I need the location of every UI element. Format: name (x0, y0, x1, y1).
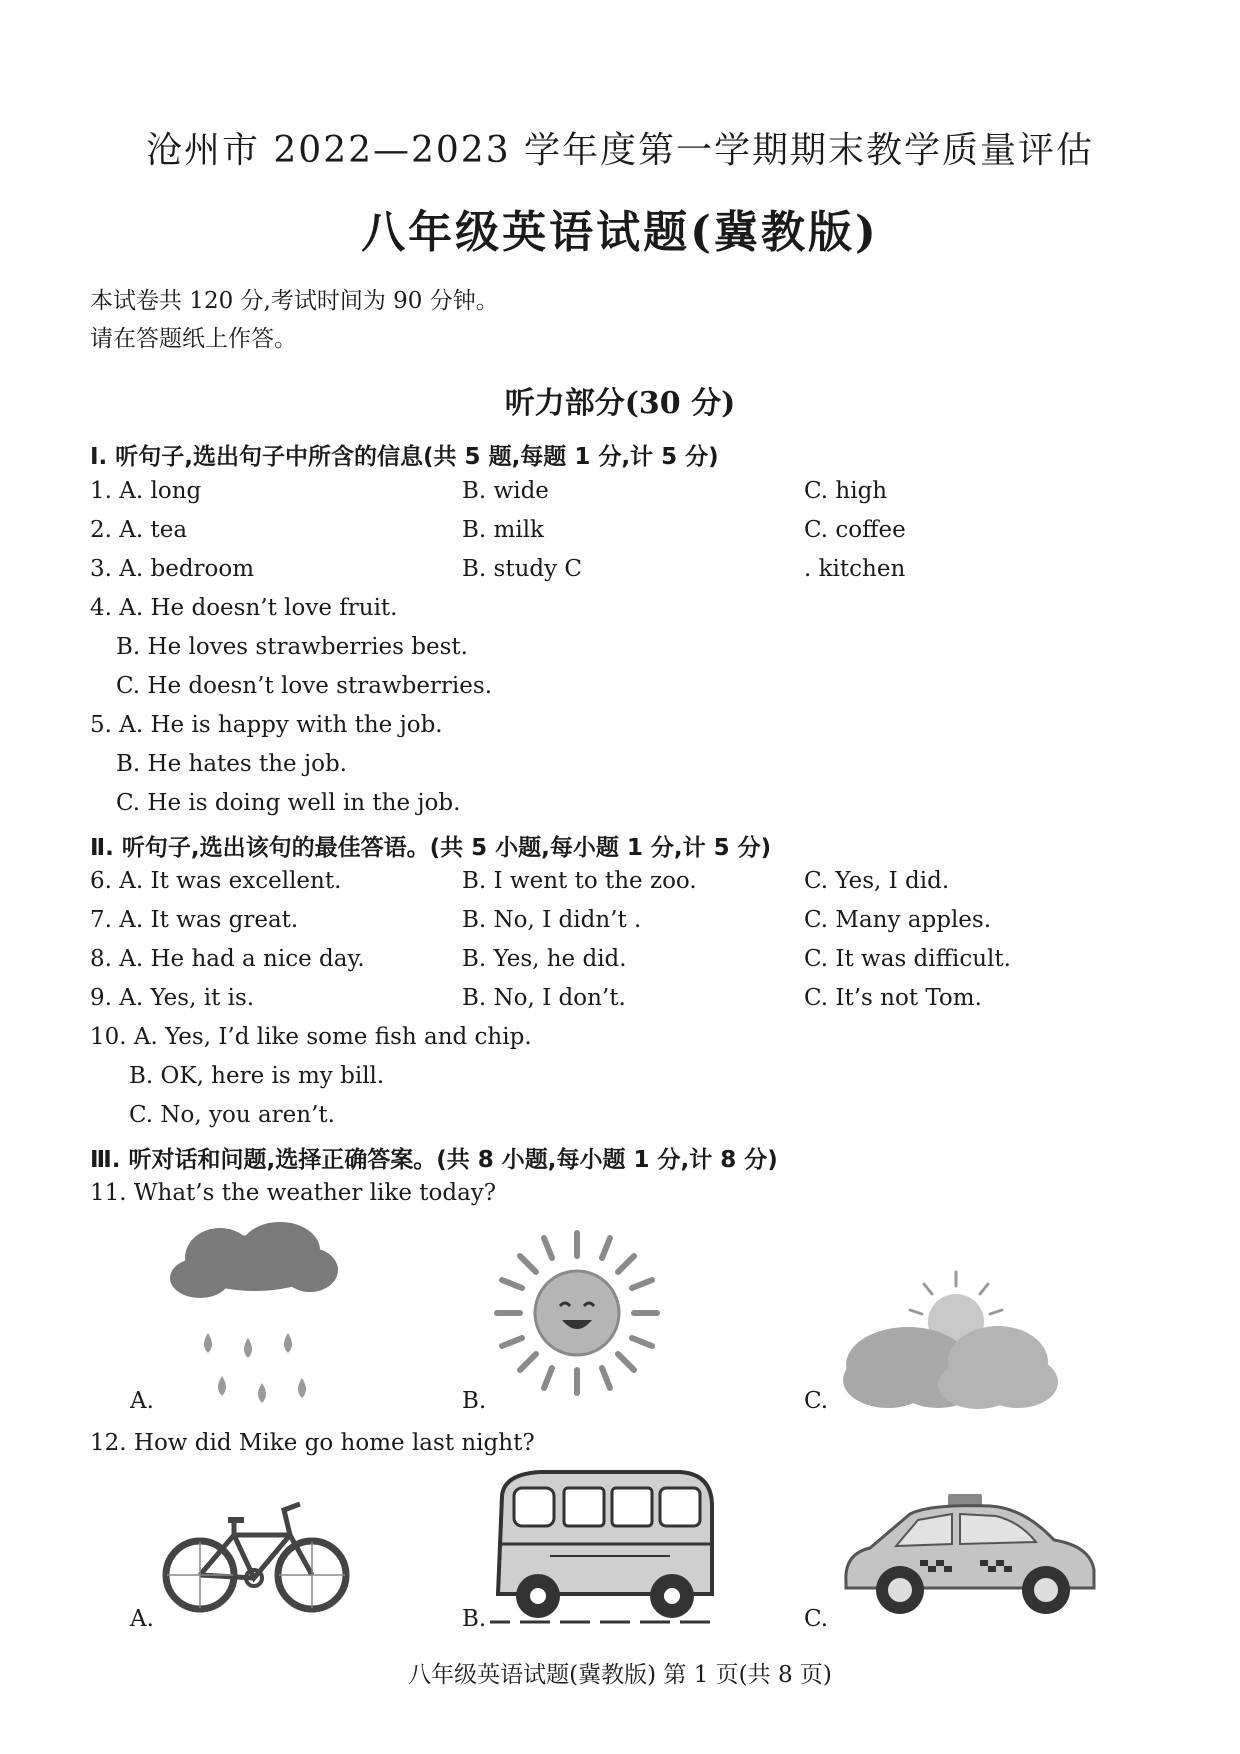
q4-option-a: 4. A. He doesn’t love fruit. (90, 595, 398, 621)
q8-option-b: B. Yes, he did. (462, 946, 627, 972)
exam-note-1: 本试卷共 120 分,考试时间为 90 分钟。 (90, 288, 499, 314)
q3-option-c: . kitchen (804, 556, 906, 582)
q12-label-c: C. (804, 1606, 829, 1632)
q11-label-c: C. (804, 1388, 829, 1414)
sun-image (492, 1228, 662, 1398)
q1-option-b: B. wide (462, 478, 549, 504)
exam-note-2: 请在答题纸上作答。 (90, 326, 297, 352)
q9-option-b: B. No, I don’t. (462, 985, 626, 1011)
q11-label-b: B. (462, 1388, 487, 1414)
part2-heading: Ⅱ. 听句子,选出该句的最佳答语。(共 5 小题,每小题 1 分,计 5 分) (90, 835, 772, 861)
q9-option-c: C. It’s not Tom. (804, 985, 982, 1011)
q9-option-a: 9. A. Yes, it is. (90, 985, 255, 1011)
q3-option-b: B. study C (462, 556, 583, 582)
q10-option-c: C. No, you aren’t. (129, 1102, 335, 1128)
q12-label-a: A. (130, 1606, 154, 1632)
q12-question: 12. How did Mike go home last night? (90, 1430, 535, 1456)
q7-option-b: B. No, I didn’t . (462, 907, 642, 933)
section-title: 听力部分(30 分) (504, 386, 736, 421)
q11-question: 11. What’s the weather like today? (90, 1180, 497, 1206)
q10-option-b: B. OK, here is my bill. (129, 1063, 385, 1089)
q2-option-b: B. milk (462, 517, 544, 543)
q3-option-a: 3. A. bedroom (90, 556, 255, 582)
q1-option-a: 1. A. long (90, 478, 202, 504)
q8-option-a: 8. A. He had a nice day. (90, 946, 365, 972)
q7-option-a: 7. A. It was great. (90, 907, 299, 933)
page-footer: 八年级英语试题(冀教版) 第 1 页(共 8 页) (408, 1662, 832, 1688)
q5-option-b: B. He hates the job. (116, 751, 347, 777)
q7-option-c: C. Many apples. (804, 907, 992, 933)
part1-heading: Ⅰ. 听句子,选出句子中所含的信息(共 5 题,每题 1 分,计 5 分) (90, 444, 719, 470)
q8-option-c: C. It was difficult. (804, 946, 1011, 972)
q6-option-b: B. I went to the zoo. (462, 868, 697, 894)
q2-option-c: C. coffee (804, 517, 906, 543)
q5-option-c: C. He is doing well in the job. (116, 790, 461, 816)
exam-title: 沧州市 2022—2023 学年度第一学期期末教学质量评估 (145, 130, 1095, 171)
cloudy-sun-image (838, 1270, 1058, 1410)
rain-cloud-image (160, 1218, 350, 1413)
q4-option-c: C. He doesn’t love strawberries. (116, 673, 493, 699)
q5-option-a: 5. A. He is happy with the job. (90, 712, 443, 738)
q2-option-a: 2. A. tea (90, 517, 188, 543)
part3-heading: Ⅲ. 听对话和问题,选择正确答案。(共 8 小题,每小题 1 分,计 8 分) (90, 1147, 778, 1173)
q1-option-c: C. high (804, 478, 888, 504)
bicycle-image (162, 1490, 352, 1615)
q6-option-a: 6. A. It was excellent. (90, 868, 342, 894)
exam-subtitle: 八年级英语试题(冀教版) (361, 207, 879, 258)
q10-option-a: 10. A. Yes, I’d like some fish and chip. (90, 1024, 532, 1050)
q12-label-b: B. (462, 1606, 487, 1632)
q6-option-c: C. Yes, I did. (804, 868, 950, 894)
bus-image (490, 1466, 720, 1626)
q4-option-b: B. He loves strawberries best. (116, 634, 468, 660)
taxi-image (840, 1490, 1100, 1620)
q11-label-a: A. (130, 1388, 154, 1414)
